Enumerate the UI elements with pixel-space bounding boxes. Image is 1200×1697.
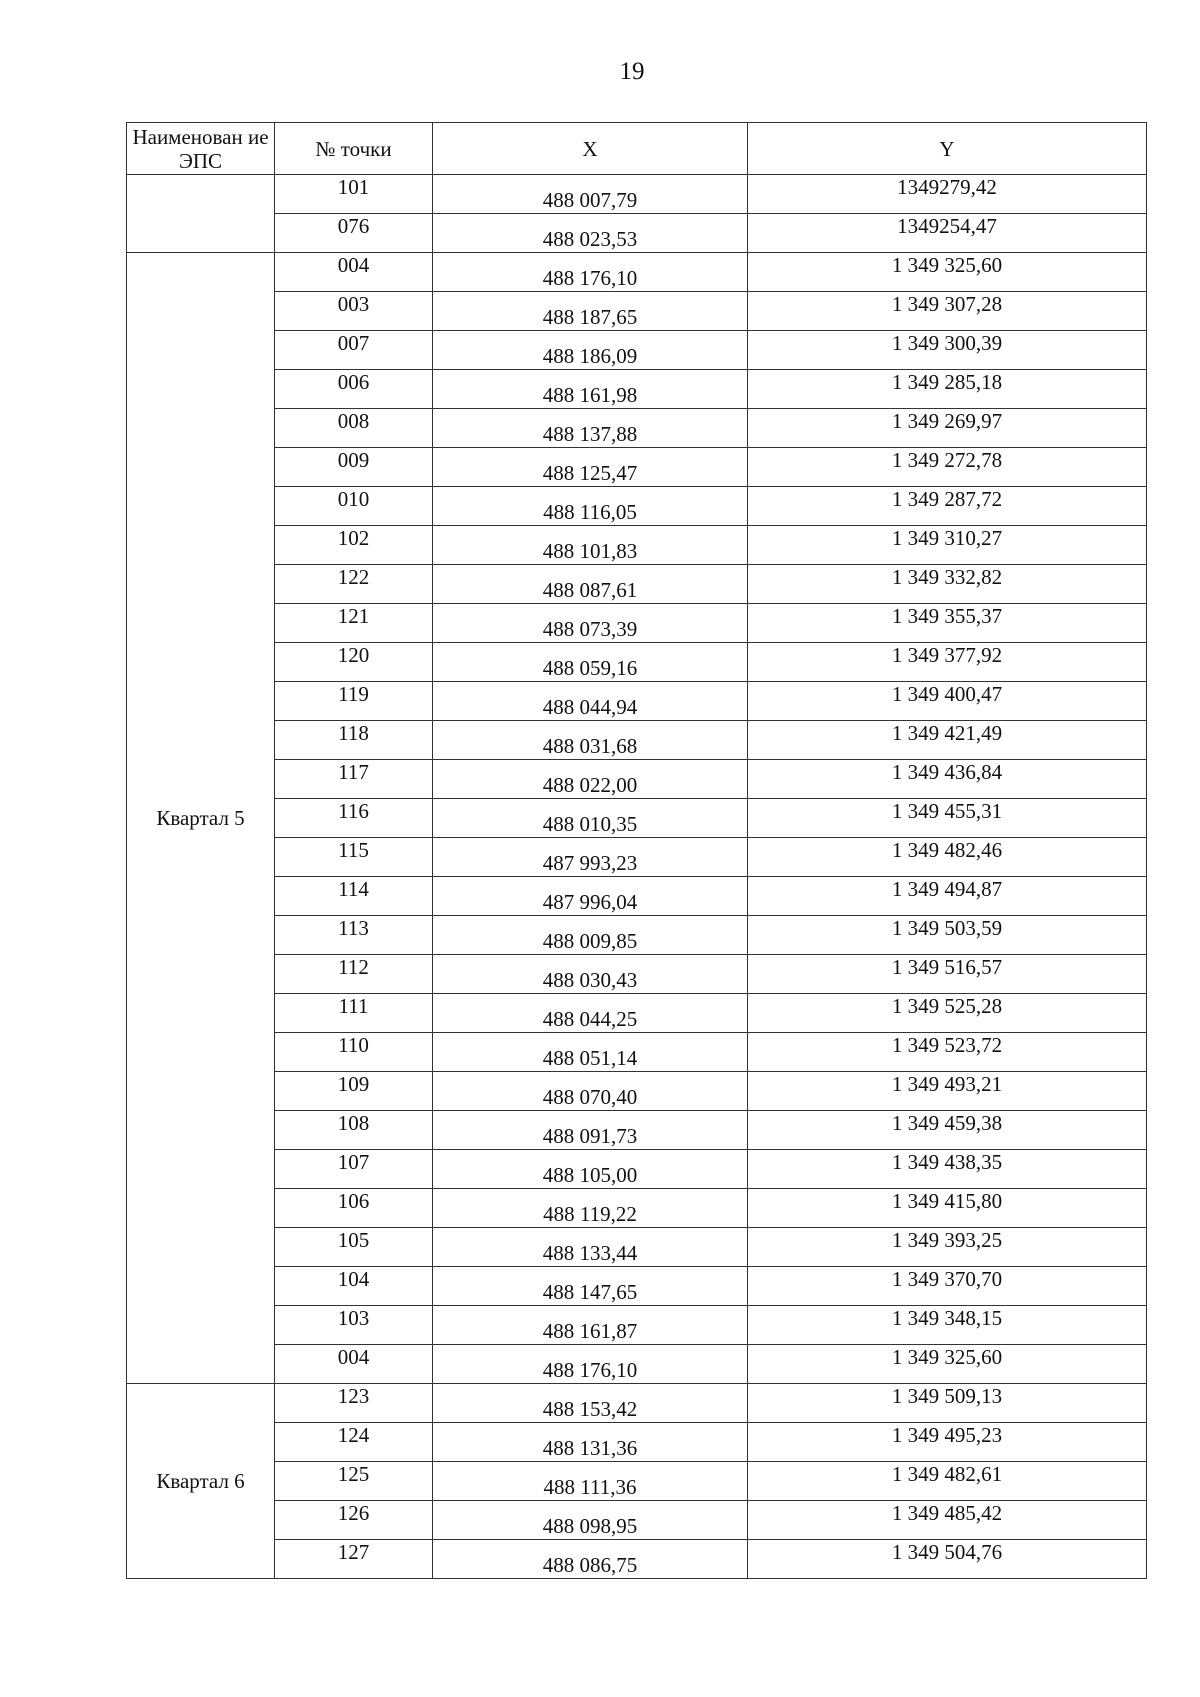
table-row [127,1306,1147,1345]
point-number-cell: 122 [275,565,433,604]
table-row [127,877,1147,916]
header-eps-name: Наименован ие ЭПС [127,123,275,175]
point-number-cell: 103 [275,1306,433,1345]
y-coordinate-cell: 1 349 325,60 [748,253,1147,292]
x-coordinate-cell: 488 187,65 [433,292,748,331]
table-row [127,1501,1147,1540]
y-coordinate-cell: 1 349 285,18 [748,370,1147,409]
header-y: Y [748,123,1147,175]
point-number-cell: 106 [275,1189,433,1228]
table-row [127,799,1147,838]
x-coordinate-cell: 488 009,85 [433,916,748,955]
point-number-cell: 110 [275,1033,433,1072]
table-body [127,175,1147,1579]
x-coordinate-cell: 488 007,79 [433,175,748,214]
x-coordinate-cell: 488 091,73 [433,1111,748,1150]
x-coordinate-cell: 488 125,47 [433,448,748,487]
table-row [127,448,1147,487]
y-coordinate-cell: 1 349 355,37 [748,604,1147,643]
point-number-cell: 112 [275,955,433,994]
point-number-cell: 104 [275,1267,433,1306]
x-coordinate-cell: 488 137,88 [433,409,748,448]
table-row [127,1033,1147,1072]
x-coordinate-cell: 488 101,83 [433,526,748,565]
y-coordinate-cell: 1 349 495,23 [748,1423,1147,1462]
y-coordinate-cell: 1 349 393,25 [748,1228,1147,1267]
header-x: X [433,123,748,175]
table-row [127,487,1147,526]
point-number-cell: 007 [275,331,433,370]
x-coordinate-cell: 488 059,16 [433,643,748,682]
point-number-cell: 119 [275,682,433,721]
y-coordinate-cell: 1 349 436,84 [748,760,1147,799]
table-row [127,1267,1147,1306]
table-row [127,526,1147,565]
table-header [127,123,1147,175]
x-coordinate-cell: 488 147,65 [433,1267,748,1306]
table-row [127,331,1147,370]
table-row [127,994,1147,1033]
point-number-cell: 120 [275,643,433,682]
x-coordinate-cell: 488 044,94 [433,682,748,721]
x-coordinate-cell: 488 176,10 [433,1345,748,1384]
point-number-cell: 126 [275,1501,433,1540]
x-coordinate-cell: 487 993,23 [433,838,748,877]
x-coordinate-cell: 488 111,36 [433,1462,748,1501]
table-row [127,1345,1147,1384]
x-coordinate-cell: 488 131,36 [433,1423,748,1462]
point-number-cell: 124 [275,1423,433,1462]
point-number-cell: 121 [275,604,433,643]
y-coordinate-cell: 1 349 455,31 [748,799,1147,838]
x-coordinate-cell: 488 161,87 [433,1306,748,1345]
point-number-cell: 008 [275,409,433,448]
table-row [127,214,1147,253]
y-coordinate-cell: 1 349 485,42 [748,1501,1147,1540]
y-coordinate-cell: 1 349 370,70 [748,1267,1147,1306]
coordinates-table [126,122,1147,1579]
x-coordinate-cell: 488 133,44 [433,1228,748,1267]
point-number-cell: 109 [275,1072,433,1111]
y-coordinate-cell: 1 349 332,82 [748,565,1147,604]
x-coordinate-cell: 488 176,10 [433,253,748,292]
y-coordinate-cell: 1 349 325,60 [748,1345,1147,1384]
table-row [127,1462,1147,1501]
point-number-cell: 114 [275,877,433,916]
table-row [127,409,1147,448]
y-coordinate-cell: 1 349 482,46 [748,838,1147,877]
table-row [127,1423,1147,1462]
header-point-number: № точки [275,123,433,175]
y-coordinate-cell: 1 349 494,87 [748,877,1147,916]
y-coordinate-cell: 1 349 310,27 [748,526,1147,565]
y-coordinate-cell: 1 349 377,92 [748,643,1147,682]
y-coordinate-cell: 1349254,47 [748,214,1147,253]
group-name-cell: Квартал 6 [127,1384,275,1579]
x-coordinate-cell: 488 010,35 [433,799,748,838]
x-coordinate-cell: 488 022,00 [433,760,748,799]
y-coordinate-cell: 1 349 400,47 [748,682,1147,721]
x-coordinate-cell: 488 186,09 [433,331,748,370]
x-coordinate-cell: 488 023,53 [433,214,748,253]
point-number-cell: 118 [275,721,433,760]
point-number-cell: 010 [275,487,433,526]
point-number-cell: 108 [275,1111,433,1150]
table-row [127,370,1147,409]
x-coordinate-cell: 488 087,61 [433,565,748,604]
x-coordinate-cell: 488 161,98 [433,370,748,409]
page-number: 19 [619,58,645,85]
y-coordinate-cell: 1 349 272,78 [748,448,1147,487]
table-row [127,292,1147,331]
y-coordinate-cell: 1 349 438,35 [748,1150,1147,1189]
point-number-cell: 076 [275,214,433,253]
y-coordinate-cell: 1 349 300,39 [748,331,1147,370]
point-number-cell: 117 [275,760,433,799]
y-coordinate-cell: 1 349 287,72 [748,487,1147,526]
x-coordinate-cell: 488 051,14 [433,1033,748,1072]
point-number-cell: 107 [275,1150,433,1189]
point-number-cell: 102 [275,526,433,565]
table-row [127,1189,1147,1228]
table-row [127,760,1147,799]
y-coordinate-cell: 1 349 482,61 [748,1462,1147,1501]
point-number-cell: 123 [275,1384,433,1423]
table-row [127,565,1147,604]
x-coordinate-cell: 487 996,04 [433,877,748,916]
table-row [127,253,1147,292]
y-coordinate-cell: 1 349 493,21 [748,1072,1147,1111]
table-row [127,1150,1147,1189]
y-coordinate-cell: 1 349 516,57 [748,955,1147,994]
y-coordinate-cell: 1 349 523,72 [748,1033,1147,1072]
y-coordinate-cell: 1 349 525,28 [748,994,1147,1033]
y-coordinate-cell: 1 349 415,80 [748,1189,1147,1228]
point-number-cell: 125 [275,1462,433,1501]
point-number-cell: 003 [275,292,433,331]
table-row [127,838,1147,877]
table-row [127,1072,1147,1111]
x-coordinate-cell: 488 086,75 [433,1540,748,1579]
x-coordinate-cell: 488 073,39 [433,604,748,643]
y-coordinate-cell: 1 349 459,38 [748,1111,1147,1150]
point-number-cell: 004 [275,253,433,292]
x-coordinate-cell: 488 119,22 [433,1189,748,1228]
x-coordinate-cell: 488 031,68 [433,721,748,760]
group-name-cell [127,175,275,253]
x-coordinate-cell: 488 070,40 [433,1072,748,1111]
table-row [127,916,1147,955]
point-number-cell: 101 [275,175,433,214]
table-row [127,175,1147,214]
y-coordinate-cell: 1 349 421,49 [748,721,1147,760]
x-coordinate-cell: 488 098,95 [433,1501,748,1540]
header-row [127,123,1147,175]
table-row [127,643,1147,682]
y-coordinate-cell: 1 349 348,15 [748,1306,1147,1345]
y-coordinate-cell: 1349279,42 [748,175,1147,214]
x-coordinate-cell: 488 044,25 [433,994,748,1033]
y-coordinate-cell: 1 349 509,13 [748,1384,1147,1423]
table-row [127,1540,1147,1579]
x-coordinate-cell: 488 030,43 [433,955,748,994]
table-row [127,1384,1147,1423]
x-coordinate-cell: 488 153,42 [433,1384,748,1423]
group-name-cell: Квартал 5 [127,253,275,1384]
point-number-cell: 009 [275,448,433,487]
table-row [127,1111,1147,1150]
y-coordinate-cell: 1 349 503,59 [748,916,1147,955]
point-number-cell: 105 [275,1228,433,1267]
table-row [127,682,1147,721]
point-number-cell: 127 [275,1540,433,1579]
table-row [127,955,1147,994]
y-coordinate-cell: 1 349 269,97 [748,409,1147,448]
point-number-cell: 004 [275,1345,433,1384]
table-row [127,721,1147,760]
point-number-cell: 115 [275,838,433,877]
x-coordinate-cell: 488 116,05 [433,487,748,526]
table-row [127,1228,1147,1267]
y-coordinate-cell: 1 349 307,28 [748,292,1147,331]
y-coordinate-cell: 1 349 504,76 [748,1540,1147,1579]
point-number-cell: 113 [275,916,433,955]
point-number-cell: 111 [275,994,433,1033]
table-row [127,604,1147,643]
point-number-cell: 116 [275,799,433,838]
x-coordinate-cell: 488 105,00 [433,1150,748,1189]
point-number-cell: 006 [275,370,433,409]
